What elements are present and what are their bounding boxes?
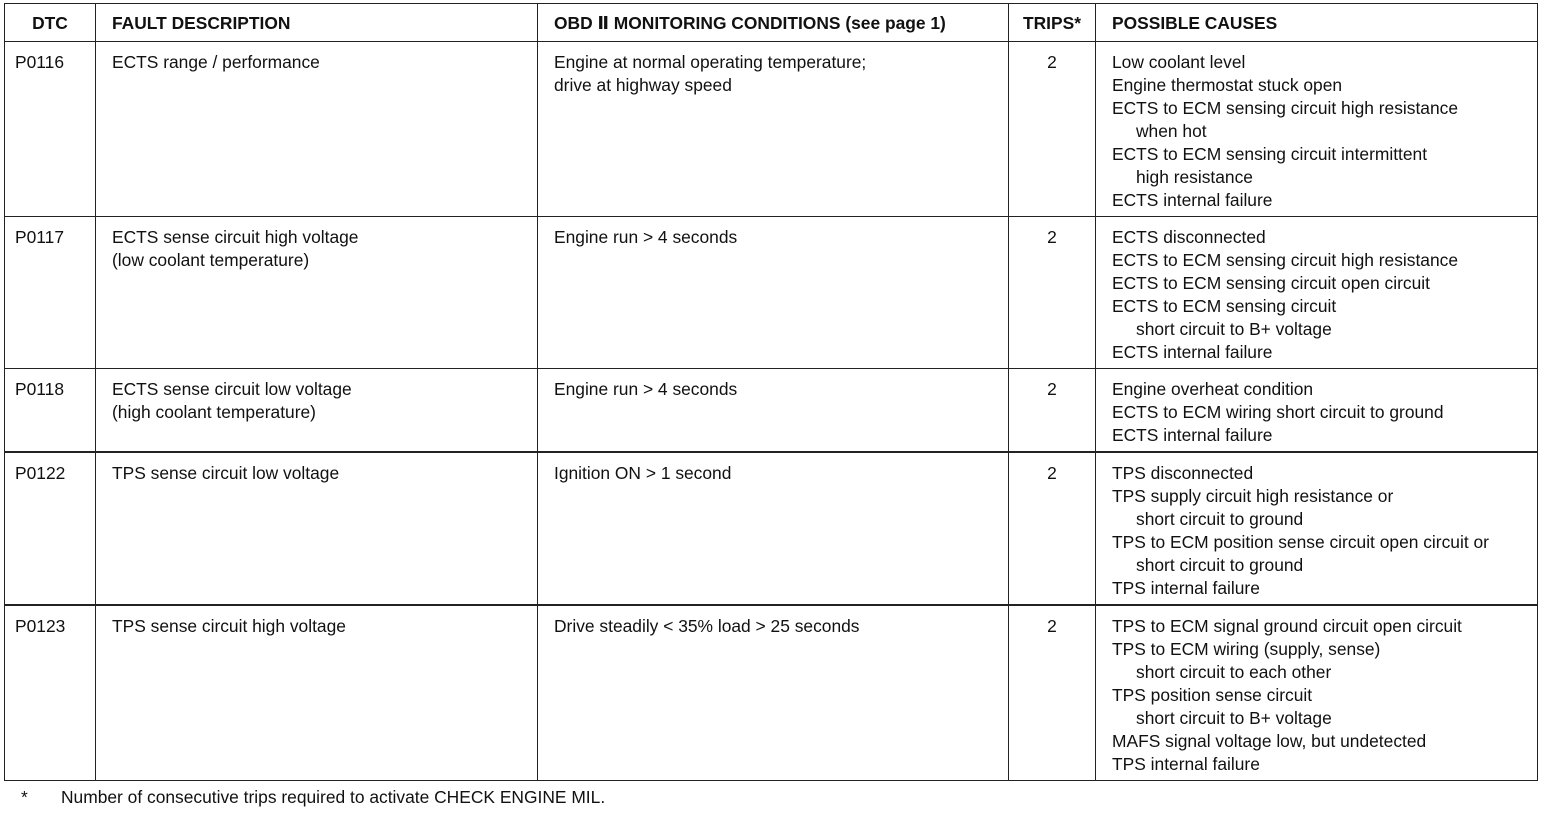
possible-cause-item [1112, 226, 1529, 249]
cell-fault-description-line: TPS sense circuit low voltage [112, 463, 340, 483]
possible-cause-item [1112, 249, 1529, 272]
table-body [5, 42, 1538, 781]
possible-cause-continuation: short circuit to B+ voltage [1136, 708, 1332, 728]
possible-cause-text: ECTS to ECM sensing circuit high resistance [1112, 98, 1459, 118]
possible-cause-continuation: short circuit to each other [1136, 662, 1332, 682]
possible-cause-item [1112, 577, 1529, 600]
possible-cause-text: ECTS to ECM sensing circuit intermittent [1112, 144, 1428, 164]
cell-fault-description-line: ECTS sense circuit low voltage [112, 379, 352, 399]
possible-cause-item [1112, 638, 1529, 684]
cell-monitoring-conditions [538, 605, 1009, 781]
possible-cause-text: ECTS internal failure [1112, 425, 1273, 445]
cell-monitoring-conditions [538, 42, 1009, 217]
header-dtc: DTC [5, 4, 96, 42]
possible-cause-text: ECTS to ECM wiring short circuit to ground [1112, 402, 1444, 422]
cell-possible-causes [1096, 42, 1538, 217]
possible-cause-continuation: when hot [1136, 121, 1207, 141]
possible-cause-item [1112, 424, 1529, 447]
possible-cause-item [1112, 143, 1529, 189]
cell-fault-description-line: (high coolant temperature) [112, 402, 316, 422]
possible-cause-item [1112, 74, 1529, 97]
cell-monitoring-conditions-line: Ignition ON > 1 second [554, 463, 732, 483]
table-header-row [5, 4, 1538, 42]
possible-cause-text: ECTS to ECM sensing circuit [1112, 296, 1337, 316]
cell-fault-description-line: TPS sense circuit high voltage [112, 616, 346, 636]
possible-cause-item [1112, 730, 1529, 753]
cell-monitoring-conditions [538, 217, 1009, 369]
cell-dtc-code: P0123 [5, 605, 96, 781]
possible-cause-item [1112, 295, 1529, 341]
possible-cause-item [1112, 615, 1529, 638]
table-row [5, 42, 1538, 217]
possible-cause-text: TPS supply circuit high resistance or [1112, 486, 1394, 506]
possible-cause-text: TPS to ECM signal ground circuit open circuit [1112, 616, 1462, 636]
possible-cause-item [1112, 485, 1529, 531]
possible-cause-item [1112, 753, 1529, 776]
possible-cause-item [1112, 341, 1529, 364]
possible-cause-text: Low coolant level [1112, 52, 1246, 72]
possible-cause-text: ECTS to ECM sensing circuit high resistance [1112, 250, 1459, 270]
possible-cause-item [1112, 189, 1529, 212]
possible-cause-text: TPS to ECM position sense circuit open circuit or [1112, 532, 1489, 552]
possible-cause-text: ECTS internal failure [1112, 342, 1273, 362]
cell-fault-description [96, 452, 538, 605]
possible-cause-text: ECTS internal failure [1112, 190, 1273, 210]
cell-fault-description-line: (low coolant temperature) [112, 250, 310, 270]
cell-monitoring-conditions-line: Engine run > 4 seconds [554, 379, 738, 399]
possible-cause-text: TPS internal failure [1112, 578, 1260, 598]
cell-dtc-code: P0116 [5, 42, 96, 217]
footnote-mark: * [21, 787, 28, 807]
header-monitoring-conditions: OBD Ⅱ MONITORING CONDITIONS (see page 1) [538, 4, 1009, 42]
possible-cause-item [1112, 51, 1529, 74]
table-row [5, 217, 1538, 369]
possible-cause-text: ECTS disconnected [1112, 227, 1266, 247]
possible-cause-text: TPS to ECM wiring (supply, sense) [1112, 639, 1381, 659]
possible-cause-item [1112, 462, 1529, 485]
cell-fault-description-line: ECTS range / performance [112, 52, 320, 72]
table-row [5, 369, 1538, 453]
possible-cause-text: MAFS signal voltage low, but undetected [1112, 731, 1427, 751]
cell-dtc-code: P0117 [5, 217, 96, 369]
possible-cause-text: ECTS to ECM sensing circuit open circuit [1112, 273, 1430, 293]
cell-monitoring-conditions-line: Engine run > 4 seconds [554, 227, 738, 247]
cell-trips: 2 [1009, 217, 1096, 369]
possible-cause-text: TPS internal failure [1112, 754, 1260, 774]
cell-possible-causes [1096, 217, 1538, 369]
possible-cause-text: TPS disconnected [1112, 463, 1254, 483]
cell-possible-causes [1096, 452, 1538, 605]
possible-cause-text: Engine thermostat stuck open [1112, 75, 1343, 95]
header-fault-description: FAULT DESCRIPTION [96, 4, 538, 42]
possible-cause-text: Engine overheat condition [1112, 379, 1314, 399]
footnote [21, 786, 605, 809]
cell-fault-description [96, 217, 538, 369]
cell-fault-description [96, 42, 538, 217]
cell-monitoring-conditions [538, 369, 1009, 453]
cell-dtc-code: P0118 [5, 369, 96, 453]
cell-monitoring-conditions [538, 452, 1009, 605]
cell-possible-causes [1096, 605, 1538, 781]
footnote-text: Number of consecutive trips required to activate CHECK ENGINE MIL. [61, 787, 606, 807]
table-row [5, 452, 1538, 605]
cell-monitoring-conditions-line: drive at highway speed [554, 75, 732, 95]
cell-trips: 2 [1009, 369, 1096, 453]
cell-trips: 2 [1009, 605, 1096, 781]
cell-trips: 2 [1009, 42, 1096, 217]
possible-cause-continuation: short circuit to B+ voltage [1136, 319, 1332, 339]
cell-monitoring-conditions-line: Drive steadily < 35% load > 25 seconds [554, 616, 860, 636]
possible-cause-continuation: short circuit to ground [1136, 555, 1304, 575]
header-trips: TRIPS* [1009, 4, 1096, 42]
possible-cause-item [1112, 272, 1529, 295]
cell-fault-description-line: ECTS sense circuit high voltage [112, 227, 359, 247]
possible-cause-continuation: short circuit to ground [1136, 509, 1304, 529]
possible-cause-item [1112, 378, 1529, 401]
possible-cause-continuation: high resistance [1136, 167, 1253, 187]
possible-cause-item [1112, 401, 1529, 424]
cell-dtc-code: P0122 [5, 452, 96, 605]
possible-cause-item [1112, 684, 1529, 730]
cell-possible-causes [1096, 369, 1538, 453]
table-row [5, 605, 1538, 781]
cell-trips: 2 [1009, 452, 1096, 605]
possible-cause-item [1112, 97, 1529, 143]
dtc-table [4, 3, 1538, 781]
header-possible-causes: POSSIBLE CAUSES [1096, 4, 1538, 42]
cell-fault-description [96, 369, 538, 453]
cell-fault-description [96, 605, 538, 781]
cell-monitoring-conditions-line: Engine at normal operating temperature; [554, 52, 867, 72]
possible-cause-item [1112, 531, 1529, 577]
possible-cause-text: TPS position sense circuit [1112, 685, 1313, 705]
